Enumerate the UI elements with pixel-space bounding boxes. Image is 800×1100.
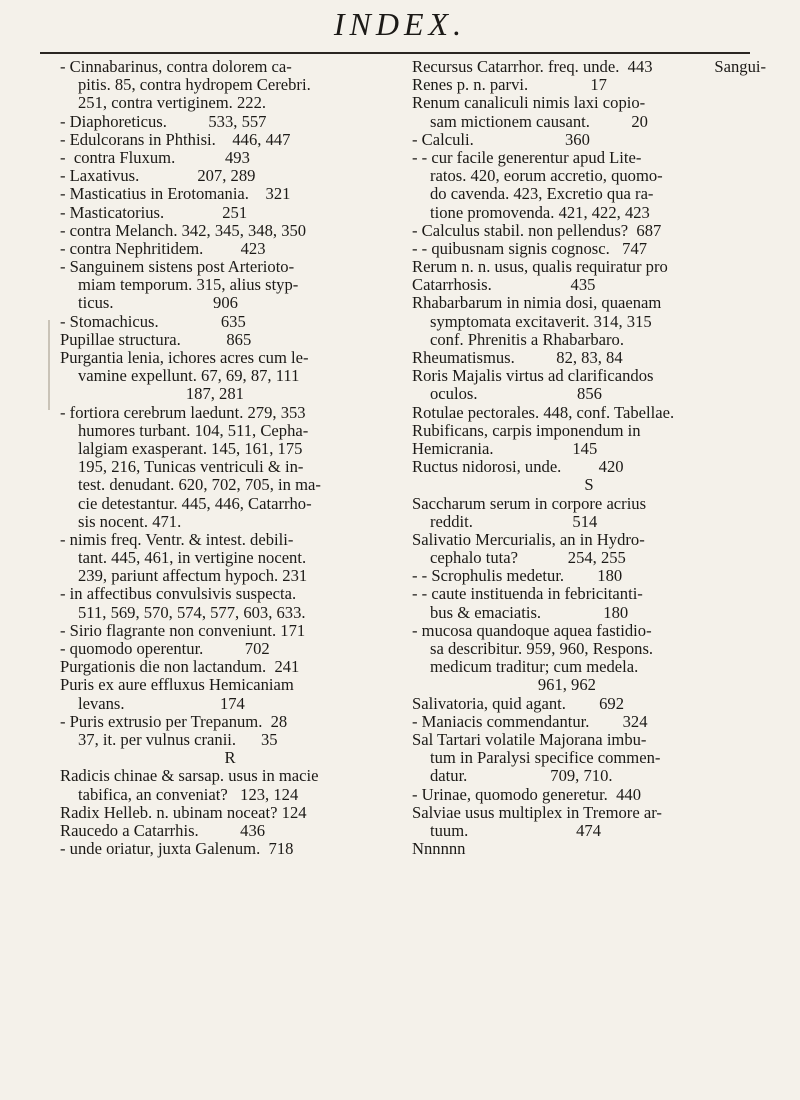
index-entry-line: - contra Fluxum. 493 bbox=[60, 148, 250, 167]
index-entry-line: miam temporum. 315, alius styp- bbox=[78, 276, 299, 295]
index-entry-line: Renes p. n. parvi. 17 bbox=[412, 76, 607, 95]
index-entry-line: vamine expellunt. 67, 69, 87, 111 bbox=[78, 367, 300, 386]
index-entry-line: conf. Phrenitis a Rhabarbaro. bbox=[430, 330, 624, 349]
index-entry-line: Salivatoria, quid agant. 692 bbox=[412, 694, 624, 713]
index-entry-line: tabifica, an conveniat? 123, 124 bbox=[78, 785, 299, 804]
index-entry-line: symptomata excitaverit. 314, 315 bbox=[430, 312, 652, 331]
left-column bbox=[60, 58, 400, 858]
index-entry-line: Purgationis die non lactandum. 241 bbox=[60, 658, 300, 677]
right-column bbox=[412, 58, 766, 858]
index-entry-line: - - cur facile generentur apud Lite- bbox=[412, 148, 642, 167]
index-entry-line: datur. 709, 710. bbox=[430, 767, 613, 786]
index-entry-line: 195, 216, Tunicas ventriculi & in- bbox=[78, 458, 304, 477]
index-entry-line: Rubificans, carpis imponendum in bbox=[412, 421, 641, 440]
index-entry-line: - Masticatius in Erotomania. 321 bbox=[60, 185, 291, 204]
index-entry-line: Catarrhosis. 435 bbox=[412, 276, 596, 295]
index-entry-line: Renum canaliculi nimis laxi copio- bbox=[412, 94, 646, 113]
index-entry-line: Roris Majalis virtus ad clarificandos bbox=[412, 367, 654, 386]
index-entry-line: humores turbant. 104, 511, Cepha- bbox=[78, 421, 309, 440]
index-entry-line: cie detestantur. 445, 446, Catarrho- bbox=[78, 494, 312, 513]
index-entry-line: Radicis chinae & sarsap. usus in macie bbox=[60, 767, 319, 786]
index-entry-line: 251, contra vertiginem. 222. bbox=[78, 94, 267, 113]
index-entry-line: - Stomachicus. 635 bbox=[60, 312, 246, 331]
index-entry-line: - in affectibus convulsivis suspecta. bbox=[60, 585, 297, 604]
index-entry-line: R bbox=[224, 749, 236, 768]
index-entry-line: - fortiora cerebrum laedunt. 279, 353 bbox=[60, 403, 306, 422]
index-entry-line: Ructus nidorosi, unde. 420 bbox=[412, 458, 624, 477]
index-entry-line: sis nocent. 471. bbox=[78, 512, 182, 531]
index-entry-line: bus & emaciatis. 180 bbox=[430, 603, 629, 622]
index-entry-line: pitis. 85, contra hydropem Cerebri. bbox=[78, 76, 311, 95]
index-entry-line: tione promovenda. 421, 422, 423 bbox=[430, 203, 650, 222]
index-entry-line: S bbox=[584, 476, 594, 495]
catchword: Sangui- bbox=[714, 57, 766, 76]
index-entry-line: tum in Paralysi specifice commen- bbox=[430, 749, 661, 768]
index-entry-line: sa describitur. 959, 960, Respons. bbox=[430, 640, 654, 658]
index-entry-line: Rheumatismus. 82, 83, 84 bbox=[412, 349, 623, 367]
index-entry-line: - contra Melanch. 342, 345, 348, 350 bbox=[60, 221, 307, 240]
index-entry-line: - unde oriatur, juxta Galenum. 718 bbox=[60, 840, 294, 859]
margin-mark bbox=[48, 320, 50, 410]
index-entry-line: - Calculi. 360 bbox=[412, 130, 590, 149]
index-entry-line: Saccharum serum in corpore acrius bbox=[412, 494, 647, 513]
index-entry-line: Rerum n. n. usus, qualis requiratur pro bbox=[412, 258, 668, 277]
index-entry-line: oculos. 856 bbox=[430, 385, 602, 404]
index-entry-line: - contra Nephritidem. 423 bbox=[60, 239, 266, 258]
index-entry-line: lalgiam exasperant. 145, 161, 175 bbox=[78, 439, 303, 458]
index-entry-line: - Laxativus. 207, 289 bbox=[60, 167, 256, 186]
index-entry-line: Rotulae pectorales. 448, conf. Tabellae. bbox=[412, 403, 675, 422]
index-entry-line: Pupillae structura. 865 bbox=[60, 330, 252, 349]
index-entry-line: Rhabarbarum in nimia dosi, quaenam bbox=[412, 294, 662, 313]
index-entry-line: ratos. 420, eorum accretio, quomo- bbox=[430, 167, 663, 186]
index-entry-line: 961, 962 bbox=[430, 676, 596, 695]
index-entry-line: Nnnnnn bbox=[412, 840, 466, 859]
index-entry-line: medicum traditur; cum medela. bbox=[430, 658, 639, 677]
index-entry-line: Purgantia lenia, ichores acres cum le- bbox=[60, 349, 309, 367]
index-entry-line: Salivatio Mercurialis, an in Hydro- bbox=[412, 530, 645, 549]
index-entry-line: tuum. 474 bbox=[430, 821, 602, 840]
index-entry-line: 187, 281 bbox=[78, 385, 244, 404]
header-rule bbox=[40, 52, 750, 54]
index-entry-line: cephalo tuta? 254, 255 bbox=[430, 549, 626, 568]
index-entry-line: - mucosa quandoque aquea fastidio- bbox=[412, 621, 652, 640]
index-entry-line: - Masticatorius. 251 bbox=[60, 203, 248, 222]
index-entry-line: - - caute instituenda in febricitanti- bbox=[412, 585, 643, 604]
index-entry-line: Puris ex aure effluxus Hemicaniam bbox=[60, 676, 294, 695]
index-entry-line: - Edulcorans in Phthisi. 446, 447 bbox=[60, 130, 291, 149]
index-entry-line: - quomodo operentur. 702 bbox=[60, 640, 270, 658]
index-entry-line: ticus. 906 bbox=[78, 294, 238, 313]
index-entry-line: test. denudant. 620, 702, 705, in ma- bbox=[78, 476, 321, 495]
index-entry-line: 239, pariunt affectum hypoch. 231 bbox=[78, 567, 308, 586]
index-entry-line: 511, 569, 570, 574, 577, 603, 633. bbox=[78, 603, 306, 622]
index-entry-line: levans. 174 bbox=[78, 694, 245, 713]
index-entry-line: - Sirio flagrante non conveniunt. 171 bbox=[60, 621, 306, 640]
index-entry-line: - Calculus stabil. non pellendus? 687 bbox=[412, 221, 662, 240]
index-entry-line: Raucedo a Catarrhis. 436 bbox=[60, 821, 266, 840]
index-entry-line: Recursus Catarrhor. freq. unde. 443 bbox=[412, 58, 653, 76]
index-entry-line: - Sanguinem sistens post Arterioto- bbox=[60, 258, 295, 277]
index-entry-line: - Cinnabarinus, contra dolorem ca- bbox=[60, 58, 292, 76]
index-entry-line: - Puris extrusio per Trepanum. 28 bbox=[60, 712, 288, 731]
index-entry-line: reddit. 514 bbox=[430, 512, 598, 531]
index-entry-line: sam mictionem causant. 20 bbox=[430, 112, 648, 131]
index-entry-line: - Diaphoreticus. 533, 557 bbox=[60, 112, 267, 131]
page-header: INDEX. bbox=[333, 6, 467, 42]
index-entry-line: - - Scrophulis medetur. 180 bbox=[412, 567, 623, 586]
index-entry-line: Hemicrania. 145 bbox=[412, 439, 598, 458]
index-entry-line: 37, it. per vulnus cranii. 35 bbox=[78, 730, 278, 749]
index-entry-line: - Urinae, quomodo generetur. 440 bbox=[412, 785, 642, 804]
index-entry-line: - nimis freq. Ventr. & intest. debili- bbox=[60, 530, 294, 549]
index-entry-line: do cavenda. 423, Excretio qua ra- bbox=[430, 185, 654, 204]
index-entry-line: - - quibusnam signis cognosc. 747 bbox=[412, 239, 648, 258]
index-entry-line: Sal Tartari volatile Majorana imbu- bbox=[412, 730, 647, 749]
index-entry-line: Radix Helleb. n. ubinam noceat? 124 bbox=[60, 803, 307, 822]
index-entry-line: tant. 445, 461, in vertigine nocent. bbox=[78, 549, 307, 568]
index-entry-line: - Maniacis commendantur. 324 bbox=[412, 712, 648, 731]
index-entry-line: Salviae usus multiplex in Tremore ar- bbox=[412, 803, 662, 822]
